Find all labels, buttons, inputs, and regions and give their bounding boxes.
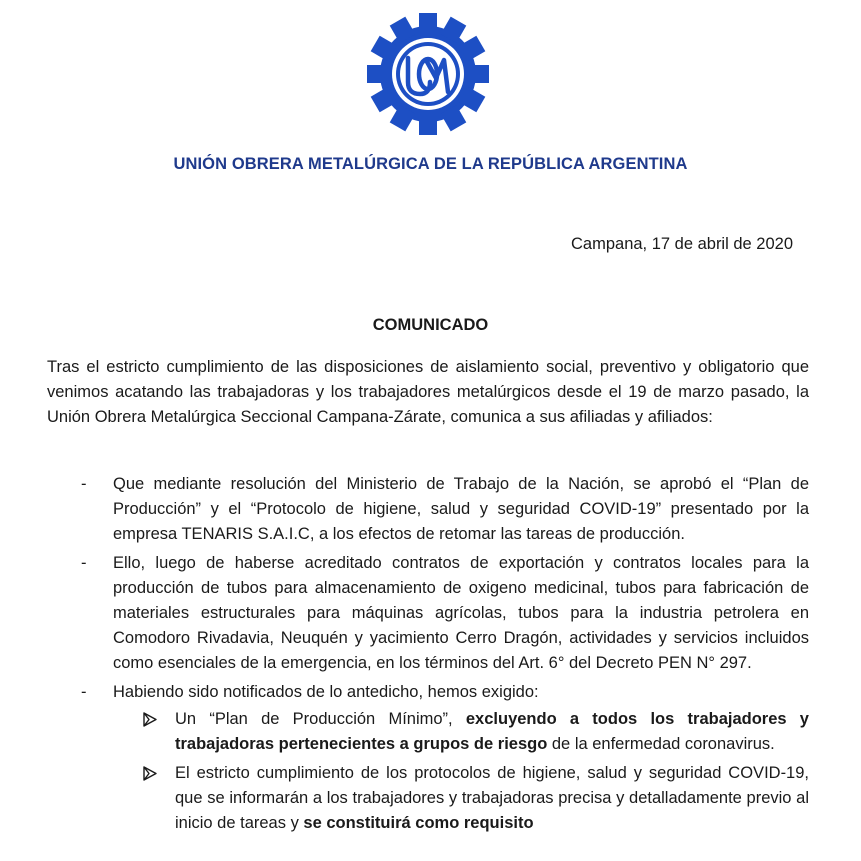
sub-list-item: [110, 707, 809, 757]
sub-item-text: de la enfermedad coronavirus.: [547, 735, 775, 753]
arrow-bullet-icon: [141, 761, 159, 786]
sub-item-bold-text: excluyendo a todos los trabajadores y trabajadoras pertenecientes a grupos de riesgo: [175, 710, 809, 753]
intro-paragraph: Tras el estricto cumplimiento de las disposiciones de aislamiento social, preventivo y obligatorio que venimos acatando las trabajadoras y los trabajadores metalúrgicos desde el 19 de marzo pasado, la Unión Obrera Metalúrgica Seccional Campana-Zárate, comunica a sus afiliadas y afiliados:: [47, 358, 809, 426]
list-item-text: Ello, luego de haberse acreditado contratos de exportación y contratos locales para la producción de tubos para almacenamiento de oxigeno medicinal, tubos para fabricación de materiales estructurales para máquinas agrícolas, tubos para la industria petrolera en Comodoro Rivadavia, Neuquén y yacimiento Cerro Dragón, actividades y servicios incluidos como esenciales de la emergencia, en los términos del Art. 6° del Decreto PEN N° 297.: [113, 554, 809, 672]
organization-title: UNIÓN OBRERA METALÚRGICA DE LA REPÚBLICA ARGENTINA: [173, 155, 688, 173]
sub-item-bold-text: se constituirá como requisito: [303, 814, 534, 832]
document-heading: COMUNICADO: [372, 316, 489, 334]
list-item-text: Habiendo sido notificados de lo antedicho, hemos exigido:: [113, 683, 539, 701]
main-list: [0, 472, 809, 840]
arrow-bullet-icon: [141, 707, 159, 732]
sub-item-text: El estricto cumplimiento de los protocolos de higiene, salud y seguridad COVID-19, que se informarán a los trabajadores y trabajadoras precisa y detalladamente previo al inicio de tareas y: [175, 764, 809, 832]
sub-list: [113, 707, 809, 836]
place-and-date: Campana, 17 de abril de 2020: [571, 235, 793, 253]
uom-gear-logo-icon: [366, 12, 490, 136]
list-item: [0, 551, 809, 676]
list-item-text: Que mediante resolución del Ministerio de Trabajo de la Nación, se aprobó el “Plan de Producción” y el “Protocolo de higiene, salud y seguridad COVID-19” presentado por la empresa TENARIS S.A.I.C, a los efectos de retomar las tareas de producción.: [113, 475, 809, 543]
sub-list-item: [110, 761, 809, 836]
sub-item-text: Un “Plan de Producción Mínimo”,: [175, 710, 466, 728]
list-item: [0, 472, 809, 547]
list-item: [0, 680, 809, 836]
